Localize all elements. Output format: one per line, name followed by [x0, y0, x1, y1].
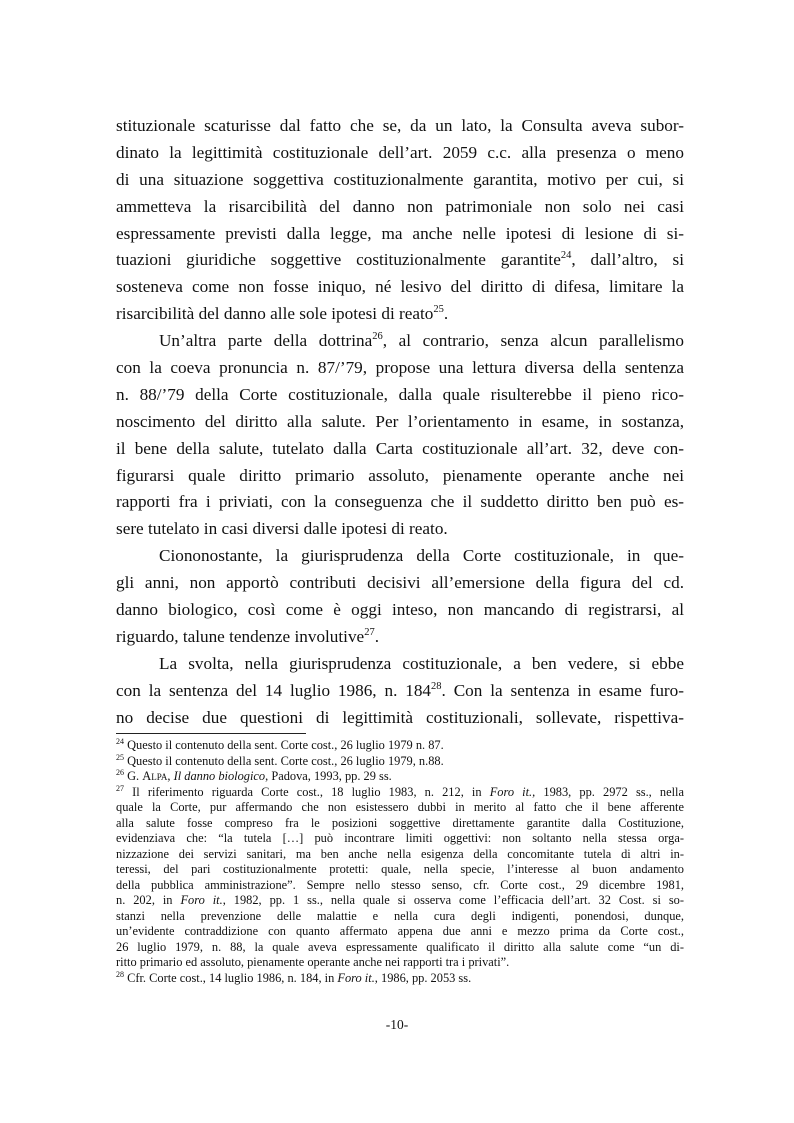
text-run: risarcibilità del danno alle sole ipotesi di reato — [116, 304, 434, 324]
italic-title: Foro it., — [489, 784, 536, 799]
footnote-line — [116, 769, 684, 785]
body-line: sosteneva come non fosse iniquo, né lesivo del diritto di difesa, limitare la — [116, 277, 684, 297]
body-line: danno biologico, così come è oggi inteso, non mancando di registrarsi, al — [116, 600, 684, 620]
footnote-line — [116, 893, 684, 909]
body-line: il bene della salute, tutelato dalla Carta costituzionale all’art. 32, deve con- — [116, 438, 684, 458]
text-run: , Padova, 1993, pp. 29 ss. — [265, 769, 392, 783]
footnote-line — [116, 754, 684, 770]
footnotes — [116, 738, 684, 986]
text-run: evidenziava che: “la tutela […] può incontrare limiti oggettivi: non soltanto nella stessa orga- — [116, 831, 684, 845]
text-run: alla salute fosse compreso fra le posizioni soggettive direttamente garantite dalla Costituzione, — [116, 815, 684, 830]
body-line: di una situazione soggettiva costituzionalmente garantita, motivo per cui, si — [116, 169, 684, 189]
text-run: 1983, pp. 2972 ss., nella — [535, 784, 685, 799]
text-run: 26 luglio 1979, n. 88, la quale aveva espressamente qualificato il diritto alla salute come “un di- — [116, 939, 684, 954]
footnote-line — [116, 816, 684, 832]
text-run: riguardo, talune tendenze involutive — [116, 626, 365, 646]
body-line: ammetteva la risarcibilità del danno non patrimoniale non solo nei casi — [116, 196, 684, 216]
text-run: ritto primario ed assoluto, pienamente operante anche nei rapporti tra i privati”. — [116, 955, 510, 969]
italic-title: Foro it. — [337, 970, 375, 985]
text-run: Questo il contenuto della sent. Corte cost., 26 luglio 1979 n. 87. — [124, 738, 444, 752]
body-line — [116, 678, 684, 705]
text-run: , — [167, 769, 174, 783]
footnote-line — [116, 940, 684, 956]
text-run: teressi, del pari costituzionalmente protetti: quale, nella specie, l’interesse al buon andamento — [116, 862, 684, 876]
footnote-line — [116, 847, 684, 863]
footnote-line — [116, 785, 684, 801]
body-line: rapporti fra i priviati, con la conseguenza che il suddetto diritto ben può es- — [116, 492, 684, 512]
footnote-ref: 26 — [372, 331, 383, 343]
text-run: n. 202, in — [116, 893, 181, 907]
footnote-line — [116, 878, 684, 894]
author-name: Alpa — [142, 769, 168, 783]
text-run: G. — [124, 769, 143, 783]
text-run: nizzazione dei servizi sanitari, ma ben anche nella esigenza della concomitante tutela di altri in- — [116, 846, 684, 861]
footnote-ref: 25 — [433, 304, 444, 316]
text-run: stanzi nella prevenzione delle malattie e nella cura degli indigenti, ponendosi, dunque, — [116, 908, 684, 923]
body-line — [116, 328, 684, 355]
footnote-line — [116, 831, 684, 847]
italic-title: Foro it. — [180, 893, 223, 907]
footnote-line — [116, 955, 684, 971]
body-line: gli anni, non apportò contributi decisivi all’emersione della figura del cd. — [116, 573, 684, 593]
text-run: della pubblica amministrazione”. Sempre nello stesso senso, cfr. Corte cost., 29 dicembre 1981, — [116, 877, 684, 892]
body-line: dinato la legittimità costituzionale dell’art. 2059 c.c. alla presenza o meno — [116, 142, 684, 162]
footnote-line — [116, 862, 684, 878]
footnote-number: 25 — [116, 752, 124, 762]
body-line — [116, 247, 684, 274]
text-run: . — [443, 304, 449, 324]
text-run: , al contrario, senza alcun parallelismo — [382, 331, 684, 351]
text-run: un’evidente contraddizione con quanto affermato appena due anni e mezzo prima da Corte cost., — [116, 924, 684, 938]
footnote-number: 28 — [116, 969, 124, 979]
text-run: tuazioni giuridiche soggettive costituzionalmente garantite — [116, 250, 561, 270]
text-run: quale la Corte, pur affermando che non esistessero dubbi in merito al fatto che il bene afferente — [116, 800, 684, 814]
text-run: , 1986, pp. 2053 ss. — [374, 970, 472, 985]
text-run: Il riferimento riguarda Corte cost., 18 luglio 1983, n. 212, in — [124, 784, 490, 799]
footnote-number: 27 — [116, 783, 124, 793]
footnote-line — [116, 924, 684, 940]
body-line: figurarsi quale diritto primario assoluto, pienamente operante anche nei — [116, 465, 684, 485]
footnote-line — [116, 971, 684, 987]
body-line: sere tutelato in casi diversi dalle ipotesi di reato. — [116, 519, 448, 539]
text-run: Un’altra parte della dottrina — [159, 331, 373, 351]
footnote-separator — [116, 733, 306, 734]
footnote-line — [116, 800, 684, 816]
body-line: La svolta, nella giurisprudenza costituzionale, a ben vedere, si ebbe — [159, 653, 684, 673]
body-line: n. 88/’79 della Corte costituzionale, dalla quale risulterebbe il pieno rico- — [116, 384, 684, 404]
text-run: , 1982, pp. 1 ss., nella quale si osserva come l’efficacia dell’art. 32 Cost. si so- — [222, 893, 684, 907]
body-line: no decise due questioni di legittimità costituzionali, sollevate, rispettiva- — [116, 707, 684, 727]
text-run: con la sentenza del 14 luglio 1986, n. 184 — [116, 680, 432, 700]
page-number: -10- — [385, 1017, 409, 1032]
footnote-line — [116, 909, 684, 925]
footnote-ref: 27 — [364, 626, 375, 638]
body-text — [116, 113, 684, 731]
footnote-number: 26 — [116, 768, 124, 777]
footnote-number: 24 — [116, 737, 124, 746]
text-run: Questo il contenuto della sent. Corte cost., 26 luglio 1979, n.88. — [124, 753, 444, 768]
text-run: Cfr. Corte cost., 14 luglio 1986, n. 184, in — [124, 970, 338, 985]
italic-title: Il danno biologico — [173, 769, 266, 783]
body-line: stituzionale scaturisse dal fatto che se, da un lato, la Consulta aveva subor- — [116, 116, 684, 135]
text-run: . Con la sentenza in esame furo- — [441, 680, 684, 700]
body-line: Ciononostante, la giurisprudenza della Corte costituzionale, in que- — [159, 546, 684, 566]
body-line — [116, 624, 684, 651]
footnote-ref: 28 — [431, 680, 442, 692]
body-line: noscimento del diritto alla salute. Per l’orientamento in esame, in sostanza, — [116, 411, 684, 431]
text-run: . — [374, 626, 379, 646]
footnote-ref: 24 — [560, 250, 572, 262]
body-line: espressamente previsti dalla legge, ma anche nelle ipotesi di lesione di si- — [116, 223, 684, 243]
text-run: , dall’altro, si — [571, 250, 684, 270]
body-line: con la coeva pronuncia n. 87/’79, propose una lettura diversa della sentenza — [116, 358, 684, 378]
body-line — [116, 301, 684, 328]
footnote-line — [116, 738, 684, 754]
